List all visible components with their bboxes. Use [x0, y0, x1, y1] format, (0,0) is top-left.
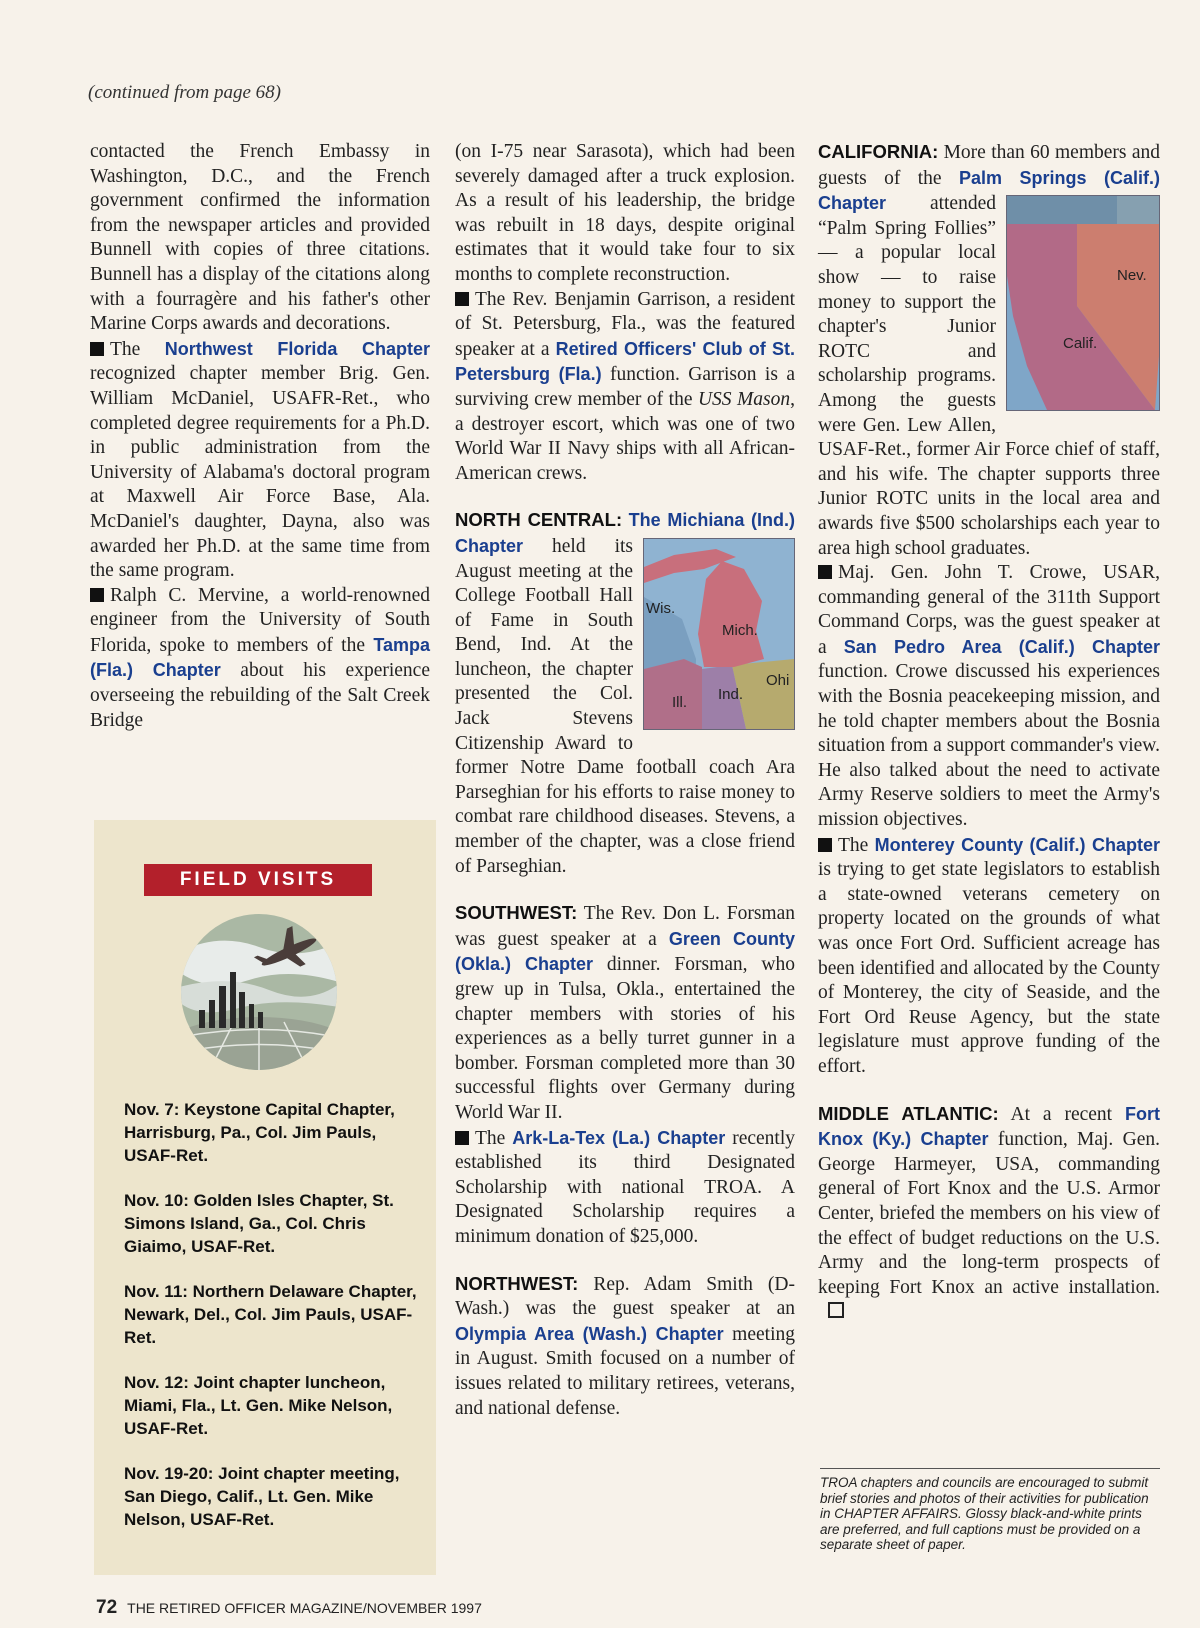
paragraph: The Ark-La-Tex (La.) Chapter recently established its third Designated Scholarship with national TROA. A Designated Scholarship requires a minimum donation of $25,000. — [455, 1127, 795, 1247]
chapter-name: Fort Knox (Ky.) Chapter — [818, 1103, 1160, 1150]
column-1 — [90, 140, 430, 733]
map-label-mich: Mich. — [722, 621, 758, 639]
chapter-name: Tampa (Fla.) Chapter — [90, 634, 430, 681]
paragraph: The Northwest Florida Chapter recognized chapter member Brig. Gen. William McDaniel, USAFR-Ret., who completed degree requirements for a Ph.D. in public administration from the University of Alabama's doctoral program at Maxwell Air Force Base, Ala. McDaniel's daughter, Dayna, also was awarded her Ph.D. at the same time from the same program. — [90, 338, 430, 582]
end-mark-icon — [828, 1302, 844, 1318]
paragraph: Ralph C. Mervine, a world-renowned engineer from the University of South Florida, spoke to members of the Tampa (Fla.) Chapter about his experience overseeing the rebuilding of the Salt Creek Bridge — [90, 584, 430, 731]
bullet-icon — [455, 292, 469, 306]
chapter-name: Northwest Florida Chapter — [164, 338, 430, 359]
region-heading: CALIFORNIA: — [818, 141, 939, 162]
chapter-name: Ark-La-Tex (La.) Chapter — [512, 1127, 726, 1148]
paragraph: MIDDLE ATLANTIC: At a recent Fort Knox (Ky.) Chapter function, Maj. Gen. George Harmeyer, USA, commanding general of Fort Knox and the U.S. Armor Center, briefed the members on his view of the effect of budget reductions on the U.S. Army and the long-term prospects of keeping Fort Knox an active installation. — [818, 1102, 1160, 1325]
chapter-name: San Pedro Area (Calif.) Chapter — [843, 636, 1161, 657]
bullet-icon — [818, 838, 832, 852]
list-item: Nov. 7: Keystone Capital Chapter, Harrisburg, Pa., Col. Jim Pauls, USAF-Ret. — [124, 1100, 395, 1165]
map-label-ill: Ill. — [672, 693, 687, 711]
column-3 — [818, 140, 1160, 1325]
paragraph: SOUTHWEST: The Rev. Don L. Forsman was guest speaker at a Green County (Okla.) Chapter dinner. Forsman, who grew up in Tulsa, Okla., entertained the chapter members with stories of his experiences as a belly turret gunner in a bomber. Forsman completed more than 30 successful flights over Germany during World War II. — [455, 902, 795, 1123]
bullet-icon — [90, 342, 104, 356]
map-label-nev: Nev. — [1117, 267, 1147, 285]
ship-name: USS Mason — [697, 388, 791, 410]
chapter-name: Olympia Area (Wash.) Chapter — [455, 1323, 724, 1344]
midwest-map — [643, 538, 795, 730]
paragraph: Maj. Gen. John T. Crowe, USAR, commanding general of the 311th Support Command Corps, was the guest speaker at a San Pedro Area (Calif.) Chapter function. Crowe discussed his experiences with the Bosnia peacekeeping mission, and he told chapter members about the Bosnia situation from a support commander's view. He also talked about the need to activate Army Reserve soldiers to meet the Army's mission objectives. — [818, 562, 1161, 831]
region-heading: NORTH CENTRAL: — [455, 509, 623, 531]
map-label-wis: Wis. — [646, 599, 676, 617]
map-label-ind: Ind. — [718, 685, 744, 703]
field-visits-title: FIELD VISITS — [144, 864, 372, 896]
bullet-icon — [455, 1131, 469, 1145]
list-item: Nov. 12: Joint chapter luncheon, Miami, Fla., Lt. Gen. Mike Nelson, USAF-Ret. — [124, 1373, 393, 1438]
airplane-city-icon — [179, 912, 339, 1077]
chapter-name: Palm Springs (Calif.) Chapter — [818, 167, 1160, 214]
paragraph: The Monterey County (Calif.) Chapter is trying to get state legislators to establish a state-owned veterans cemetery on property located on the grounds of what was once Fort Ord. Sufficient acreage has been identified and allocated by the County of Monterey, the city of Seaside, and the Fort Ord Reuse Agency, but the state legislature must approve funding of the effort. — [818, 834, 1160, 1077]
column-2 — [455, 140, 795, 1421]
bullet-icon — [818, 565, 832, 579]
paragraph: The Rev. Benjamin Garrison, a resident of St. Petersburg, Fla., was the featured speaker at a Retired Officers' Club of St. Petersburg (Fla.) function. Garrison is a surviving crew member of the USS Mason, a destroyer escort, which was one of two World War II Navy ships with all African-American crews. — [455, 288, 795, 484]
bullet-icon — [90, 588, 104, 602]
paragraph: NORTHWEST: Rep. Adam Smith (D-Wash.) was the guest speaker at an Olympia Area (Wash.) Chapter meeting in August. Smith focused on a number of issues related to military retirees, veterans, and national defense. — [455, 1272, 795, 1419]
page-footer — [96, 1597, 482, 1619]
chapter-name: Green County (Okla.) Chapter — [455, 928, 795, 975]
magazine-name: THE RETIRED OFFICER MAGAZINE/NOVEMBER 1997 — [127, 1600, 482, 1616]
continued-note: (continued from page 68) — [88, 82, 281, 103]
paragraph: NORTH CENTRAL: The Michiana (Ind.) Chapter Wis. Mich. Ill. Ind. Ohi held its August meeting at the College Football Hall of Fame in South Bend, Ind. At the luncheon, the chapter presented the Col. Jack Stevens Citizenship Award to former Notre Dame football coach Ara Parseghian for his efforts to raise money to combat rare childhood diseases. Stevens, a member of the chapter, was a close friend of Parseghian. — [455, 509, 796, 877]
paragraph: contacted the French Embassy in Washington, D.C., and the French government confirmed the information from the newspaper articles and provided Bunnell with copies of three citations. Bunnell has a display of the citations along with a fourragère and his father's other Marine Corps awards and decorations. — [90, 141, 430, 335]
list-item: Nov. 19-20: Joint chapter meeting, San Diego, Calif., Lt. Gen. Mike Nelson, USAF-Ret. — [124, 1464, 400, 1529]
chapter-name: Retired Officers' Club of St. Petersburg (Fla.) — [455, 338, 795, 385]
list-item: Nov. 10: Golden Isles Chapter, St. Simons Island, Ga., Col. Chris Giaimo, USAF-Ret. — [124, 1191, 394, 1256]
west-map — [1006, 195, 1160, 411]
region-heading: SOUTHWEST: — [455, 902, 578, 924]
map-label-calif: Calif. — [1063, 335, 1098, 353]
list-item: Nov. 11: Northern Delaware Chapter, Newark, Del., Col. Jim Pauls, USAF-Ret. — [124, 1282, 417, 1347]
paragraph: CALIFORNIA: More than 60 members and guests of the Palm Springs (Calif.) Chapter Nev. Calif. attended “Palm Spring Follies” — a popular local show — to raise money to support the chapter's Junior ROTC and scholarship programs. Among the guests were Gen. Lew Allen, USAF-Ret., former Air Force chief of staff, and his wife. The chapter supports three Junior ROTC units in the local area and awards five $500 scholarships each year to area high school graduates. — [818, 141, 1160, 559]
map-label-ohio: Ohi — [766, 671, 790, 689]
chapter-name: Monterey County (Calif.) Chapter — [874, 834, 1160, 855]
paragraph: (on I-75 near Sarasota), which had been severely damaged after a truck explosion. As a result of his leadership, the bridge was rebuilt in 18 days, despite original estimates that it would take four to six months to complete reconstruction. — [455, 141, 795, 285]
chapter-name: The Michiana (Ind.) Chapter — [455, 510, 796, 556]
field-visits-box — [94, 820, 436, 1575]
region-heading: NORTHWEST: — [455, 1272, 579, 1294]
page-number: 72 — [96, 1597, 118, 1618]
submission-note: TROA chapters and councils are encouraged to submit brief stories and photos of their activities for publication in CHAPTER AFFAIRS. Glossy black-and-white prints are preferred, and full captions must be provided on a separate sheet of paper. — [820, 1468, 1160, 1553]
field-visits-list — [124, 1098, 424, 1553]
region-heading: MIDDLE ATLANTIC: — [818, 1102, 999, 1124]
